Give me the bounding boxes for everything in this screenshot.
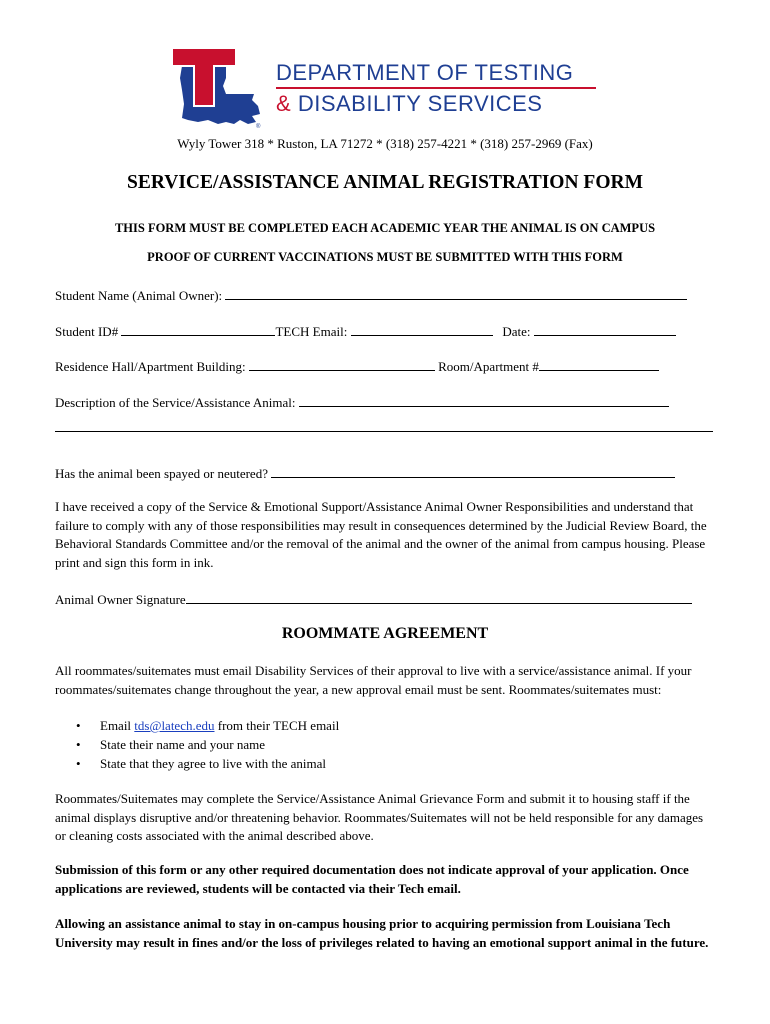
permission-warning: Allowing an assistance animal to stay in on-campus housing prior to acquiring permission from Louisiana Tech University may result in fines and/or the loss of privileges related to having an emotional support animal in the future. — [55, 916, 709, 950]
department-name — [276, 60, 596, 117]
department-line-2-text: DISABILITY SERVICES — [297, 91, 543, 116]
spayed-field[interactable] — [271, 464, 675, 478]
date-field[interactable] — [534, 322, 676, 336]
student-name-row — [55, 286, 687, 304]
description-field[interactable] — [299, 393, 669, 407]
list-item: • State their name and your name — [100, 735, 339, 754]
spayed-row — [55, 464, 675, 482]
ampersand: & — [276, 91, 292, 116]
roommate-requirements-list — [55, 716, 339, 773]
student-id-label: Student ID# — [55, 324, 119, 339]
tech-email-field[interactable] — [351, 322, 493, 336]
list-item — [100, 716, 339, 735]
student-name-label: Student Name (Animal Owner): — [55, 288, 223, 303]
description-label: Description of the Service/Assistance Animal: — [55, 395, 296, 410]
acknowledgement-paragraph: I have received a copy of the Service & Emotional Support/Assistance Animal Owner Responsibilities and understand that failure to comply with any of those responsibilities may result in consequences determined by the Judicial Review Board, the Behavioral Standards Committee and/or the removal of the animal and the owner of the animal from campus housing. Please print and sign this form in ink. — [55, 499, 707, 570]
signature-label: Animal Owner Signature — [55, 592, 186, 607]
residence-row — [55, 357, 659, 375]
roommate-agreement-heading: ROOMMATE AGREEMENT — [281, 625, 489, 642]
signature-row — [55, 590, 692, 608]
spayed-label: Has the animal been spayed or neutered? — [55, 466, 268, 481]
department-line-1: DEPARTMENT OF TESTING — [276, 60, 574, 85]
form-title: SERVICE/ASSISTANCE ANIMAL REGISTRATION FORM — [127, 172, 643, 193]
submission-notice: Submission of this form or any other required documentation does not indicate approval of your application. Once applications are reviewed, students will be contacted via their Tech email. — [55, 862, 689, 896]
signature-field[interactable] — [186, 590, 692, 604]
vaccination-notice: PROOF OF CURRENT VACCINATIONS MUST BE SUBMITTED WITH THIS FORM — [147, 250, 623, 264]
room-label: Room/Apartment # — [438, 359, 539, 374]
student-name-field[interactable] — [225, 286, 687, 300]
student-id-field[interactable] — [121, 322, 275, 336]
header-divider — [276, 87, 596, 89]
residence-label: Residence Hall/Apartment Building: — [55, 359, 246, 374]
roommate-intro: All roommates/suitemates must email Disability Services of their approval to live with a service/assistance animal. If your roommates/suitemates change throughout the year, a new approval email must be sent. Roommates/suitemates must: — [55, 663, 692, 697]
louisiana-tech-logo — [168, 44, 268, 130]
bullet-text: Email — [100, 718, 132, 733]
list-item: • State that they agree to live with the animal — [100, 754, 339, 773]
residence-field[interactable] — [249, 357, 435, 371]
room-field[interactable] — [539, 357, 659, 371]
email-link[interactable]: tds@latech.edu — [134, 718, 215, 733]
description-field-line-2[interactable] — [55, 431, 713, 432]
grievance-paragraph: Roommates/Suitemates may complete the Service/Assistance Animal Grievance Form and submit it to housing staff if the animal displays disruptive and/or threatening behavior. Roommates/Suitemates will not be held responsible for any damages or cleaning costs associated with the animal described above. — [55, 791, 704, 843]
academic-year-notice: THIS FORM MUST BE COMPLETED EACH ACADEMIC YEAR THE ANIMAL IS ON CAMPUS — [114, 221, 656, 235]
bullet-text: from their TECH email — [217, 718, 340, 733]
svg-text:®: ® — [256, 124, 261, 130]
description-row — [55, 393, 669, 411]
student-id-row — [55, 322, 676, 340]
tech-email-label: TECH Email: — [275, 324, 348, 339]
date-label: Date: — [502, 324, 531, 339]
contact-address: Wyly Tower 318 * Ruston, LA 71272 * (318) 257-4221 * (318) 257-2969 (Fax) — [177, 136, 593, 151]
department-line-2 — [276, 91, 596, 117]
